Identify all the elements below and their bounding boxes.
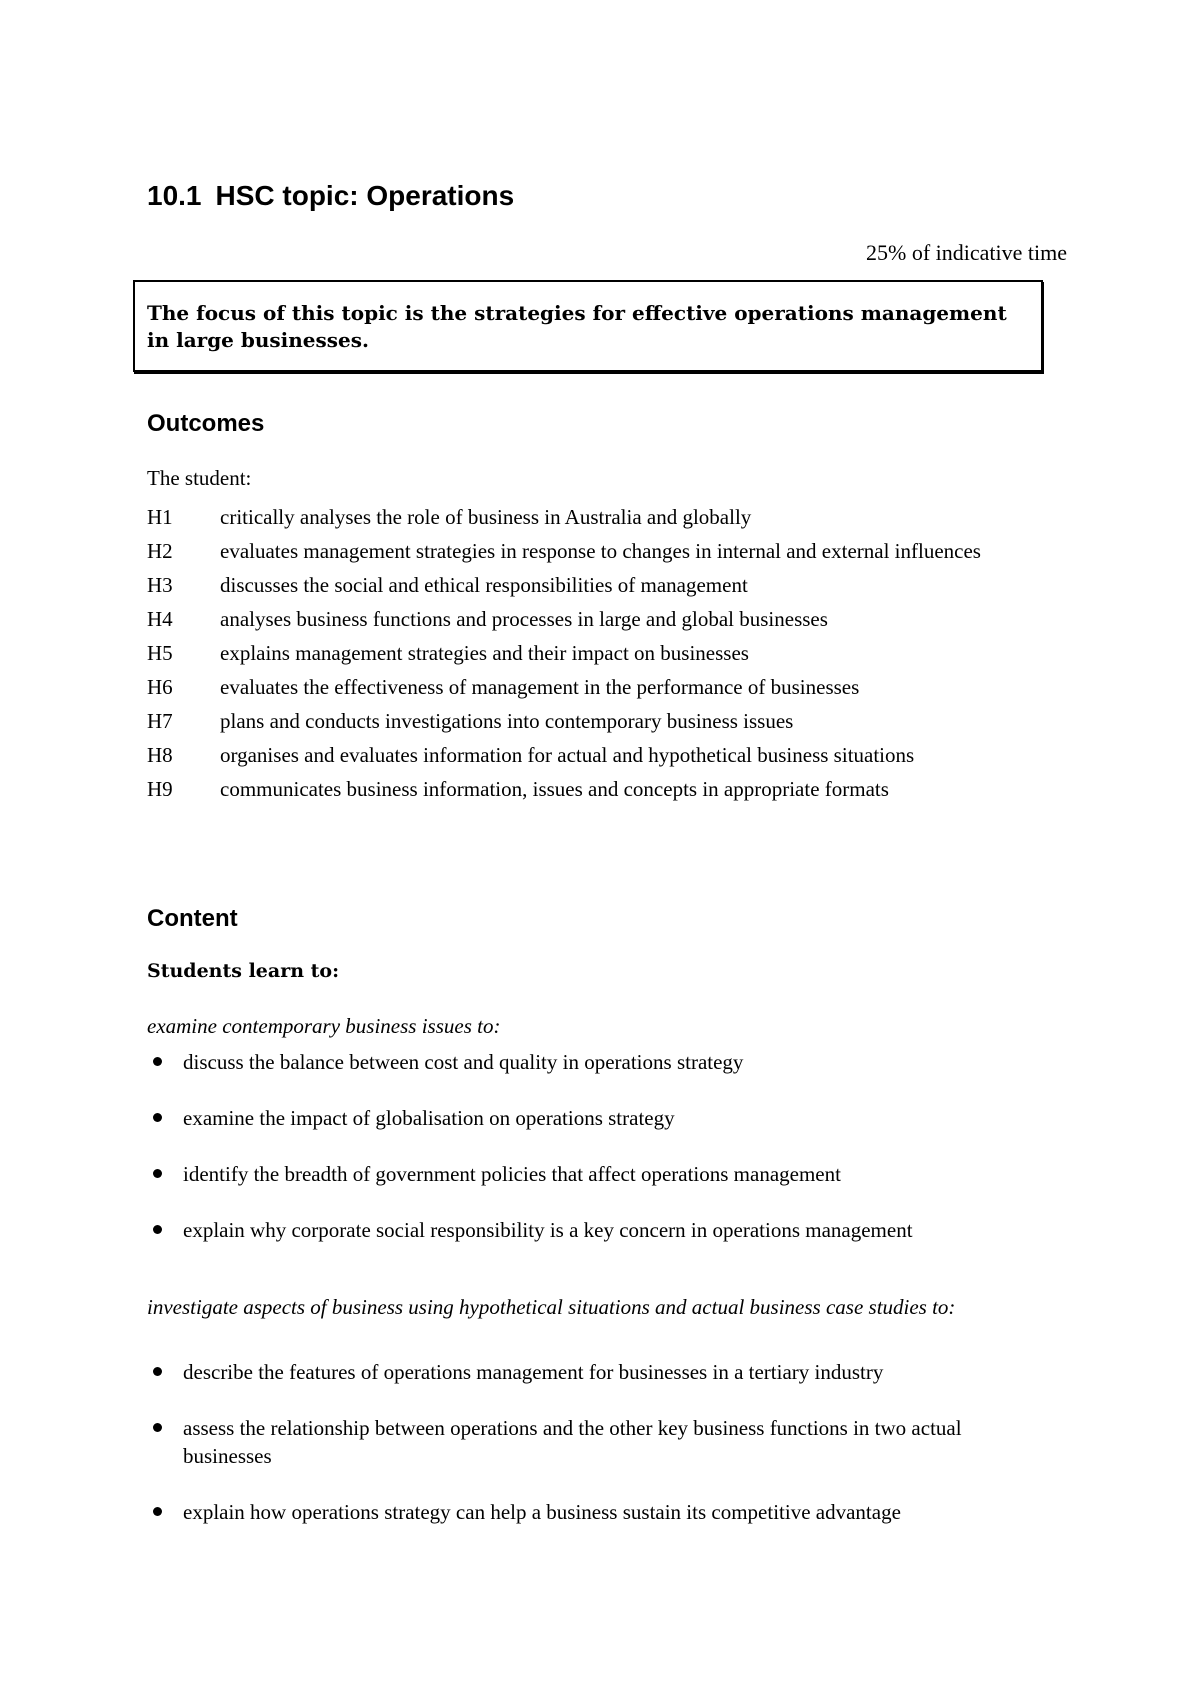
list-item: [147, 1216, 1047, 1244]
focus-text: The focus of this topic is the strategies for effective operations management in large businesses.: [147, 301, 1007, 352]
outcome-code: H6: [147, 675, 173, 699]
bullet-icon: [153, 1057, 162, 1066]
section-number: 10.1: [147, 180, 202, 211]
list-item: [147, 1104, 1047, 1132]
content-bullet-list: [147, 1048, 1047, 1272]
list-item-text: identify the breadth of government policies that affect operations management: [183, 1162, 841, 1186]
content-heading: Content: [147, 905, 238, 932]
focus-box: [133, 280, 1043, 372]
content-bullet-list: [147, 1358, 1047, 1554]
outcome-item: [147, 741, 1067, 769]
list-item: [147, 1358, 1047, 1386]
bullet-icon: [153, 1169, 162, 1178]
bullet-icon: [153, 1367, 162, 1376]
list-item-text: describe the features of operations management for businesses in a tertiary industry: [183, 1360, 884, 1384]
outcome-text: plans and conducts investigations into contemporary business issues: [220, 709, 794, 733]
outcome-item: [147, 775, 1067, 803]
outcome-code: H5: [147, 641, 173, 665]
list-item-text: discuss the balance between cost and quality in operations strategy: [183, 1050, 744, 1074]
list-item-text: explain why corporate social responsibility is a key concern in operations management: [183, 1218, 913, 1242]
outcome-item: [147, 503, 1067, 531]
outcomes-intro: The student:: [147, 466, 252, 490]
list-item: [147, 1048, 1047, 1076]
list-item-text: examine the impact of globalisation on operations strategy: [183, 1106, 675, 1130]
list-item-text: explain how operations strategy can help a business sustain its competitive advantage: [183, 1500, 901, 1524]
indicative-time: 25% of indicative time: [866, 240, 1067, 265]
students-learn-heading: Students learn to:: [147, 960, 340, 982]
outcome-text: organises and evaluates information for actual and hypothetical business situations: [220, 743, 915, 767]
outcome-text: explains management strategies and their impact on businesses: [220, 641, 749, 665]
outcome-text: evaluates management strategies in response to changes in internal and external influences: [220, 539, 981, 563]
content-group-lead: examine contemporary business issues to:: [147, 1014, 501, 1038]
outcome-item: [147, 707, 1067, 735]
page-title: [147, 180, 514, 212]
outcome-text: evaluates the effectiveness of management in the performance of businesses: [220, 675, 860, 699]
list-item: [147, 1498, 1047, 1526]
outcome-code: H7: [147, 709, 173, 733]
bullet-icon: [153, 1113, 162, 1122]
outcome-code: H8: [147, 743, 173, 767]
outcome-code: H3: [147, 573, 173, 597]
outcome-code: H9: [147, 777, 173, 801]
outcome-text: analyses business functions and processes in large and global businesses: [220, 607, 828, 631]
list-item: [147, 1414, 1047, 1470]
outcome-item: [147, 605, 1067, 633]
bullet-icon: [153, 1225, 162, 1234]
bullet-icon: [153, 1507, 162, 1516]
list-item-text: assess the relationship between operations and the other key business functions in two actual businesses: [183, 1416, 962, 1468]
outcome-code: H1: [147, 505, 173, 529]
list-item: [147, 1160, 1047, 1188]
outcome-text: critically analyses the role of business in Australia and globally: [220, 505, 752, 529]
outcome-item: [147, 639, 1067, 667]
section-title: HSC topic: Operations: [215, 180, 515, 211]
outcome-item: [147, 537, 1067, 565]
outcomes-heading: Outcomes: [147, 410, 265, 437]
outcome-item: [147, 571, 1067, 599]
outcome-code: H2: [147, 539, 173, 563]
content-group-lead: investigate aspects of business using hypothetical situations and actual business case studies to:: [147, 1295, 956, 1319]
outcomes-list: [147, 503, 1067, 809]
outcome-code: H4: [147, 607, 173, 631]
outcome-item: [147, 673, 1067, 701]
outcome-text: discusses the social and ethical responsibilities of management: [220, 573, 748, 597]
bullet-icon: [153, 1423, 162, 1432]
outcome-text: communicates business information, issues and concepts in appropriate formats: [220, 777, 889, 801]
